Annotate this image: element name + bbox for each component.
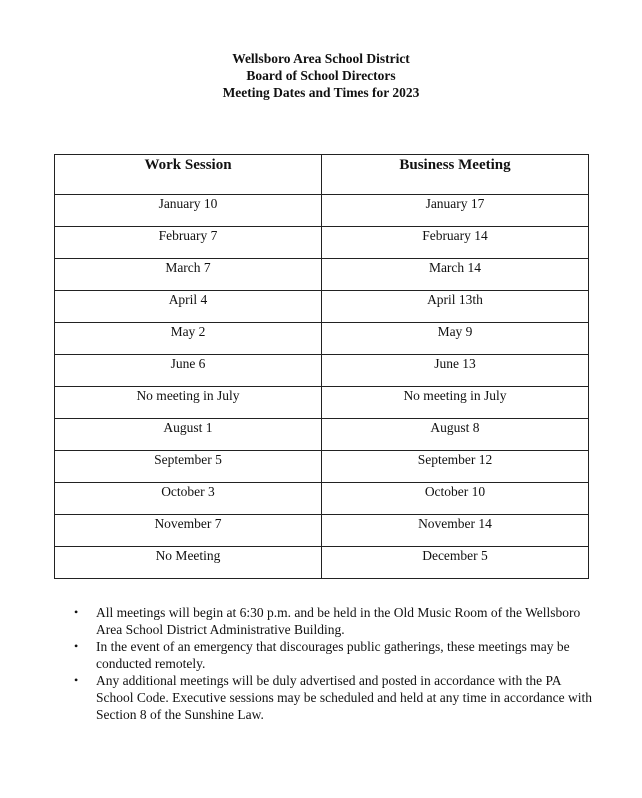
business-meeting-cell [322,355,589,387]
cell-text: December 5 [422,548,488,563]
work-session-cell [55,547,322,579]
business-meeting-cell [322,227,589,259]
cell-text: March 7 [165,260,211,275]
document-header [0,50,642,101]
work-session-cell [55,515,322,547]
list-item [72,672,592,723]
cell-text: September 12 [417,452,493,467]
cell-text: No meeting in July [136,388,240,403]
column-header-business-meeting: Business Meeting [322,155,589,195]
work-session-cell [55,291,322,323]
work-session-cell [55,323,322,355]
business-meeting-cell [322,515,589,547]
meeting-schedule-table [54,154,589,579]
cell-text: June 13 [434,356,476,371]
table-row [55,259,589,291]
cell-text: November 14 [418,516,492,531]
table-row [55,195,589,227]
cell-text: No meeting in July [403,388,507,403]
business-meeting-cell [322,419,589,451]
business-meeting-cell [322,259,589,291]
cell-text: February 7 [158,228,218,243]
cell-text: October 3 [161,484,215,499]
cell-text: May 9 [437,324,473,339]
work-session-cell [55,355,322,387]
cell-text: No Meeting [155,548,221,563]
cell-text: August 8 [430,420,480,435]
bullet-icon: • [74,673,79,687]
table-row [55,419,589,451]
table-row [55,355,589,387]
business-meeting-cell [322,547,589,579]
cell-text: April 4 [168,292,208,307]
work-session-cell [55,387,322,419]
note-text: All meetings will begin at 6:30 p.m. and be held in the Old Music Room of the Wellsboro Area School District Administrative Building. [96,605,581,637]
work-session-cell [55,483,322,515]
bullet-icon: • [74,605,79,619]
district-name: Wellsboro Area School District [232,51,410,66]
business-meeting-cell [322,451,589,483]
business-meeting-cell [322,195,589,227]
list-item [72,638,592,672]
cell-text: January 17 [425,196,485,211]
table-row [55,483,589,515]
column-header-work-session: Work Session [55,155,322,195]
business-meeting-cell [322,483,589,515]
table-row [55,387,589,419]
table-row [55,227,589,259]
business-meeting-cell [322,291,589,323]
table-row [55,291,589,323]
note-text: In the event of an emergency that discourages public gatherings, these meetings may be conducted remotely. [96,639,570,671]
bullet-icon: • [74,639,79,653]
table-row [55,323,589,355]
list-item [72,604,592,638]
business-meeting-cell [322,387,589,419]
meeting-notes-list [72,604,592,723]
table-header-row [55,155,589,195]
cell-text: January 10 [158,196,218,211]
work-session-cell [55,259,322,291]
work-session-cell [55,419,322,451]
business-meeting-cell [322,323,589,355]
cell-text: February 14 [422,228,488,243]
table-row [55,515,589,547]
work-session-cell [55,195,322,227]
work-session-cell [55,227,322,259]
cell-text: May 2 [170,324,206,339]
work-session-cell [55,451,322,483]
cell-text: April 13th [427,292,483,307]
cell-text: March 14 [428,260,482,275]
cell-text: September 5 [154,452,222,467]
table-row [55,547,589,579]
note-text: Any additional meetings will be duly advertised and posted in accordance with the PA School Code. Executive sessions may be scheduled and held at any time in accordance with Section 8 of the Sunshine Law. [96,673,592,722]
cell-text: August 1 [163,420,213,435]
board-name: Board of School Directors [246,68,396,83]
cell-text: October 10 [424,484,486,499]
cell-text: November 7 [154,516,222,531]
cell-text: June 6 [170,356,206,371]
table-row [55,451,589,483]
document-title: Meeting Dates and Times for 2023 [222,85,420,100]
